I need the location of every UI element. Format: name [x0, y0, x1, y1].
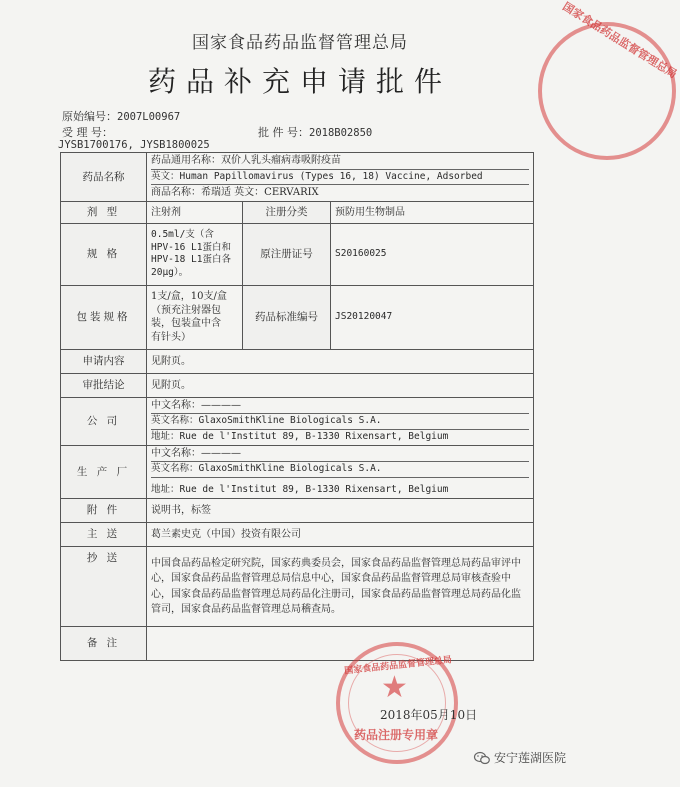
cc-label: 抄 送: [61, 547, 147, 627]
company-cell: [147, 397, 534, 445]
conclusion-content: 见附页。: [147, 373, 534, 397]
spec-line: HPV-18 L1蛋白各: [151, 254, 231, 266]
registration-category-label: 注册分类: [243, 201, 331, 223]
acceptance-number-label-row: [62, 124, 113, 140]
original-number-label: 原始编号：: [62, 110, 117, 123]
drug-generic-name: 药品通用名称：双价人乳头瘤病毒吸附疫苗: [151, 153, 529, 170]
drug-name-cell: [147, 153, 534, 202]
document-title: 药品补充申请批件: [147, 65, 452, 98]
package-line: 1支/盒，10支/盒: [151, 291, 227, 303]
approval-table: [60, 152, 534, 661]
spec-line: 20μg）。: [151, 267, 189, 279]
seal-bottom-text: 药品注册专用章: [354, 728, 439, 742]
dosage-form: 注射剂: [147, 201, 243, 223]
registration-category: 预防用生物制品: [331, 201, 534, 223]
manufacturer-address: 地址：Rue de l'Institut 89, B-1330 Rixensart, Belgium: [151, 484, 449, 496]
row-package: [61, 285, 534, 349]
remarks-content: [147, 627, 534, 661]
package-line: 装，包装盒中含: [151, 318, 221, 330]
row-spec: [61, 223, 534, 285]
row-cc: [61, 547, 534, 627]
row-attachment: [61, 499, 534, 523]
drug-standard-label: 药品标准编号: [243, 285, 331, 349]
acceptance-number-label: 受 理 号：: [62, 126, 113, 139]
row-dosage-form: [61, 201, 534, 223]
package-cell: [147, 285, 243, 349]
corner-official-seal: [538, 0, 680, 160]
manufacturer-label: 生 产 厂: [61, 445, 147, 498]
row-manufacturer: [61, 445, 534, 498]
row-company: [61, 397, 534, 445]
watermark-text: 安宁莲湖医院: [494, 751, 567, 765]
company-english-name: 英文名称：GlaxoSmithKline Biologicals S.A.: [151, 414, 529, 430]
company-address: 地址：Rue de l'Institut 89, B-1330 Rixensart, Belgium: [151, 431, 449, 443]
spec-line: HPV-16 L1蛋白和: [151, 241, 231, 253]
seal-star-icon: ★: [381, 670, 408, 705]
spec-cell: [147, 223, 243, 285]
application-label: 申请内容: [61, 349, 147, 373]
seal-ring-text: 国家食品药品监督管理总局: [343, 655, 453, 677]
official-seal: [336, 642, 458, 764]
row-drug-name: [61, 153, 534, 202]
issue-date: 2018年05月10日: [380, 708, 478, 722]
package-line: （预充注射器包: [151, 304, 221, 316]
wechat-watermark: [474, 749, 566, 766]
drug-trade-name: 商品名称：希瑞适 英文：CERVARIX: [151, 187, 319, 199]
drug-name-label: 药品名称: [61, 153, 147, 202]
package-label: 包装规格: [61, 285, 147, 349]
drug-english-name: 英文：Human Papillomavirus (Types 16, 18) Vaccine, Adsorbed: [151, 170, 529, 186]
row-remarks: [61, 627, 534, 661]
row-application: [61, 349, 534, 373]
approval-number: 2018B02850: [309, 127, 373, 139]
package-line: 有针头）: [151, 331, 191, 343]
original-registration-label: 原注册证号: [243, 223, 331, 285]
corner-seal-text: 国家食品药品监督管理总局: [560, 0, 680, 81]
spec-line: 0.5ml/支（含: [151, 228, 214, 240]
row-send: [61, 523, 534, 547]
dosage-form-label: 剂 型: [61, 201, 147, 223]
drug-standard-number: JS20120047: [331, 285, 534, 349]
original-registration-number: S20160025: [331, 223, 534, 285]
company-label: 公 司: [61, 397, 147, 445]
remarks-label: 备 注: [61, 627, 147, 661]
attachment-content: 说明书，标签: [147, 499, 534, 523]
manufacturer-english-name: 英文名称：GlaxoSmithKline Biologicals S.A.: [151, 462, 529, 478]
manufacturer-chinese-name: 中文名称：————: [151, 446, 529, 463]
spec-label: 规 格: [61, 223, 147, 285]
original-number: 2007L00967: [117, 111, 181, 123]
attachment-label: 附 件: [61, 499, 147, 523]
send-label: 主 送: [61, 523, 147, 547]
application-content: 见附页。: [147, 349, 534, 373]
wechat-icon: [474, 751, 490, 765]
approval-number-row: [258, 124, 372, 140]
company-chinese-name: 中文名称：————: [151, 398, 529, 415]
acceptance-number: JYSB1700176, JYSB1800025: [58, 139, 210, 151]
issuing-agency: 国家食品药品监督管理总局: [192, 33, 408, 53]
approval-number-label: 批 件 号：: [258, 126, 309, 139]
conclusion-label: 审批结论: [61, 373, 147, 397]
original-number-row: [62, 108, 180, 124]
cc-content: 中国食品药品检定研究院，国家药典委员会，国家食品药品监督管理总局药品审评中心，国家食品药品监督管理总局信息中心，国家食品药品监督管理总局审核查验中心，国家食品药品监督管理总局药品化注册司，国家食品药品监督管理总局药品化监管司，国家食品药品监督管理总局稽查局。: [147, 547, 534, 627]
row-conclusion: [61, 373, 534, 397]
send-content: 葛兰素史克（中国）投资有限公司: [147, 523, 534, 547]
manufacturer-cell: [147, 445, 534, 498]
